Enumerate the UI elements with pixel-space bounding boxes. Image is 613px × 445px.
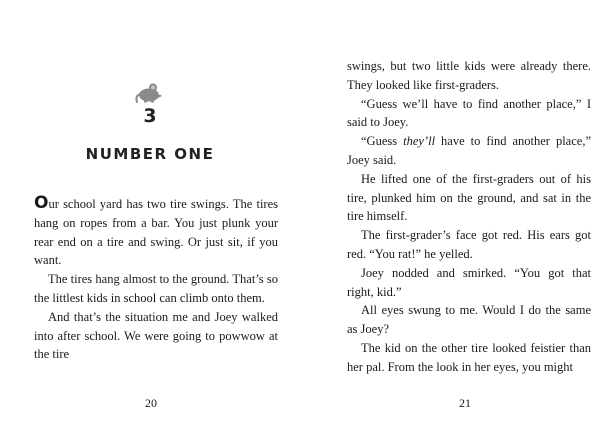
right-page: [306, 0, 613, 445]
paragraph: The tires hang almost to the ground. That’s so the littlest kids in school can climb onto them.: [34, 272, 278, 305]
paragraph: And that’s the situation me and Joey walked into after school. We were going to powwow at the tire: [34, 309, 278, 362]
page-number: 20: [145, 396, 157, 410]
chapter-number: 3: [143, 105, 157, 127]
left-page-text: [34, 195, 278, 364]
paragraph: swings, but two little kids were already there. They looked like first-graders.: [347, 59, 591, 92]
paragraph: [34, 195, 278, 270]
emphasis: they’ll: [403, 134, 436, 149]
paragraph: “Guess we’ll have to find another place,” I said to Joey.: [347, 96, 591, 130]
quote-post: have to find another place,” Joey said.: [347, 134, 591, 167]
left-page: [0, 0, 306, 445]
page-number: 21: [459, 396, 471, 410]
quote-pre: “Guess: [361, 134, 404, 149]
paragraph-text: ur school yard has two tire swings. The tires hang on ropes from a bar. You just plunk your rear end on a tire and swing. Or just sit, if you want.: [34, 197, 278, 268]
chapter-title: NUMBER ONE: [85, 145, 215, 163]
paragraph: The first-grader’s face got red. His ears got red. “You rat!” he yelled.: [347, 228, 591, 261]
paragraph: The kid on the other tire looked feistier than her pal. From the look in her eyes, you might: [347, 340, 591, 374]
mouse-icon: [134, 80, 164, 104]
drop-cap: O: [34, 193, 49, 213]
paragraph: All eyes swung to me. Would I do the same as Joey?: [347, 303, 591, 337]
paragraph: Joey nodded and smirked. “You got that right, kid.”: [347, 265, 591, 299]
right-page-text: [347, 57, 591, 377]
paragraph: He lifted one of the first-graders out of his tire, plunked him on the ground, and sat in the tire himself.: [347, 171, 591, 224]
paragraph: [347, 132, 591, 170]
